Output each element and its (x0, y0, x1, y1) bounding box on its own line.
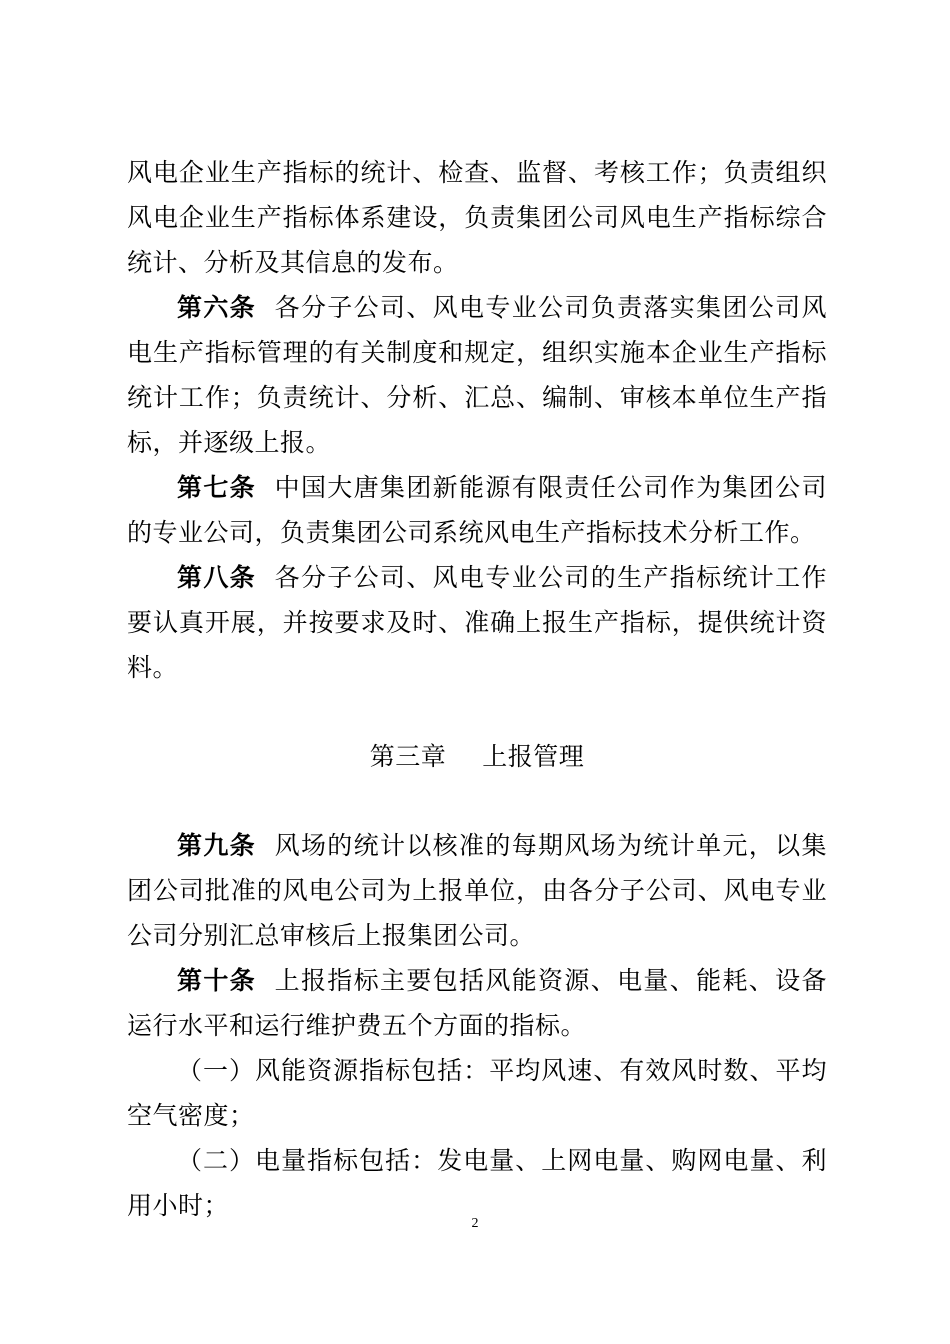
paragraph-text: （一）风能资源指标包括：平均风速、有效风时数、平均空气密度； (127, 1056, 827, 1130)
paragraph-text: 各分子公司、风电专业公司的生产指标统计工作要认真开展，并按要求及时、准确上报生产指标，提供统计资料。 (127, 563, 827, 682)
document-body (127, 150, 827, 1228)
article-10-paragraph (127, 958, 827, 1048)
chapter-number: 第三章 (369, 742, 447, 771)
paragraph-text: 风场的统计以核准的每期风场为统计单元，以集团公司批准的风电公司为上报单位，由各分子公司、风电专业公司分别汇总审核后上报集团公司。 (127, 831, 827, 950)
article-9-paragraph (127, 823, 827, 958)
chapter-title: 上报管理 (482, 742, 585, 771)
list-item-electricity (127, 1138, 827, 1228)
article-7-paragraph (127, 465, 827, 555)
paragraph-text: 上报指标主要包括风能资源、电量、能耗、设备运行水平和运行维护费五个方面的指标。 (127, 966, 827, 1040)
article-number: 第十条 (177, 966, 257, 995)
paragraph-text: （二）电量指标包括：发电量、上网电量、购网电量、利用小时； (127, 1146, 827, 1220)
article-number: 第六条 (177, 293, 257, 322)
article-8-paragraph (127, 555, 827, 690)
continued-paragraph (127, 150, 827, 285)
paragraph-text: 中国大唐集团新能源有限责任公司作为集团公司的专业公司，负责集团公司系统风电生产指标技术分析工作。 (127, 473, 827, 547)
chapter-heading (127, 734, 827, 779)
paragraph-text: 各分子公司、风电专业公司负责落实集团公司风电生产指标管理的有关制度和规定，组织实施本企业生产指标统计工作；负责统计、分析、汇总、编制、审核本单位生产指标，并逐级上报。 (127, 293, 827, 457)
page-number: 2 (471, 1216, 479, 1231)
article-number: 第八条 (177, 563, 257, 592)
article-6-paragraph (127, 285, 827, 465)
article-number: 第七条 (177, 473, 257, 502)
article-number: 第九条 (177, 831, 257, 860)
paragraph-text: 风电企业生产指标的统计、检查、监督、考核工作；负责组织风电企业生产指标体系建设，负责集团公司风电生产指标综合统计、分析及其信息的发布。 (127, 158, 827, 277)
list-item-wind-resource (127, 1048, 827, 1138)
